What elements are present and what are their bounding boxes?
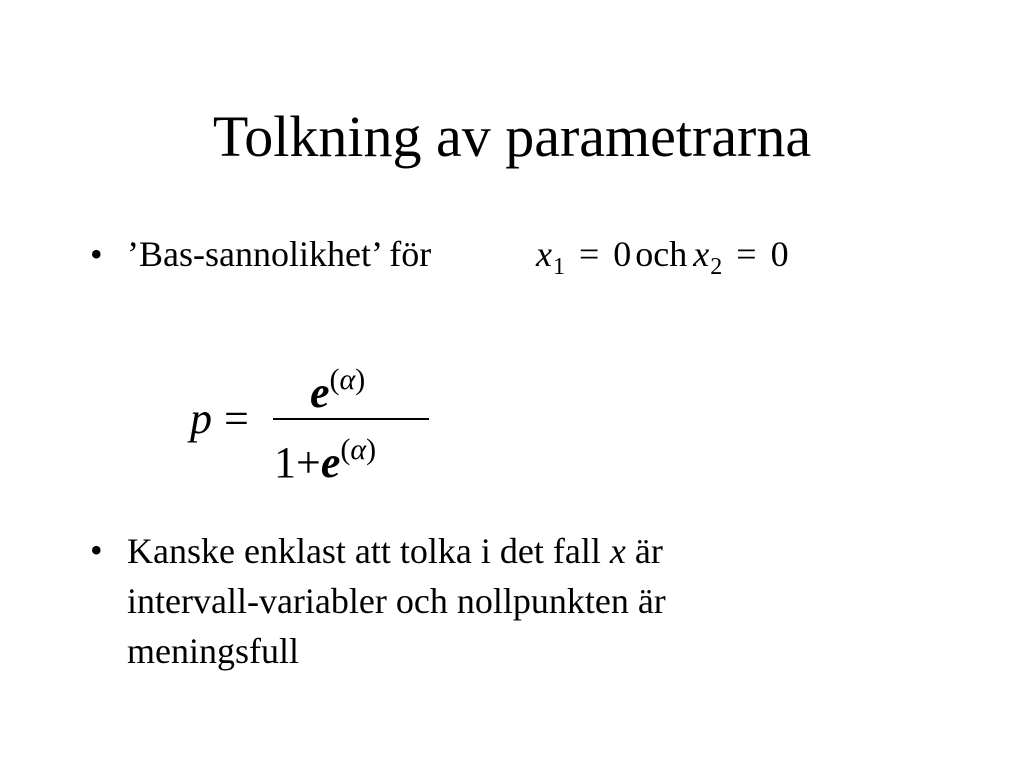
line1-text-end: är <box>625 531 663 571</box>
formula-numerator <box>310 350 365 423</box>
formula-p: p <box>190 394 212 443</box>
math-subscript-1: 1 <box>552 254 565 280</box>
exponent-open-paren: ( <box>329 363 340 396</box>
bullet-line-1 <box>127 526 666 576</box>
math-connector: och <box>635 234 688 274</box>
formula-exponent <box>330 363 366 396</box>
slide-title: Tolkning av parametrarna <box>212 104 812 169</box>
exponent-close-paren: ) <box>366 433 377 466</box>
formula-one: 1 <box>274 438 296 487</box>
math-equals: = <box>578 234 600 274</box>
math-var-x2: x <box>693 234 710 274</box>
formula-lhs <box>190 394 249 444</box>
math-zero: 0 <box>770 234 789 274</box>
exponent-open-paren: ( <box>340 433 351 466</box>
math-zero: 0 <box>613 234 632 274</box>
math-equals: = <box>736 234 757 274</box>
exponent-alpha: α <box>350 433 367 466</box>
formula-denominator <box>274 420 376 493</box>
bullet-line-2: intervall-variabler och nollpunkten är <box>127 581 666 621</box>
inline-condition-math <box>536 230 789 291</box>
bullet-text-block <box>127 526 666 676</box>
bullet-icon: • <box>90 234 103 274</box>
line1-text: Kanske enklast att tolka i det fall <box>127 531 610 571</box>
exponent-close-paren: ) <box>355 363 366 396</box>
formula-e: e <box>310 368 330 417</box>
formula-equals: = <box>224 394 249 443</box>
exponent-alpha: α <box>339 363 356 396</box>
logistic-formula <box>190 350 450 487</box>
bullet-icon: • <box>90 530 103 570</box>
formula-e: e <box>320 438 341 487</box>
line1-var-x: x <box>609 531 626 571</box>
math-subscript-2: 2 <box>710 254 723 280</box>
formula-plus: + <box>296 438 321 487</box>
formula-exponent <box>340 433 376 466</box>
bullet-line-3: meningsfull <box>127 631 299 671</box>
math-var-x1: x <box>536 234 552 274</box>
bullet-text: ’Bas-sannolikhet’ för <box>127 234 432 274</box>
